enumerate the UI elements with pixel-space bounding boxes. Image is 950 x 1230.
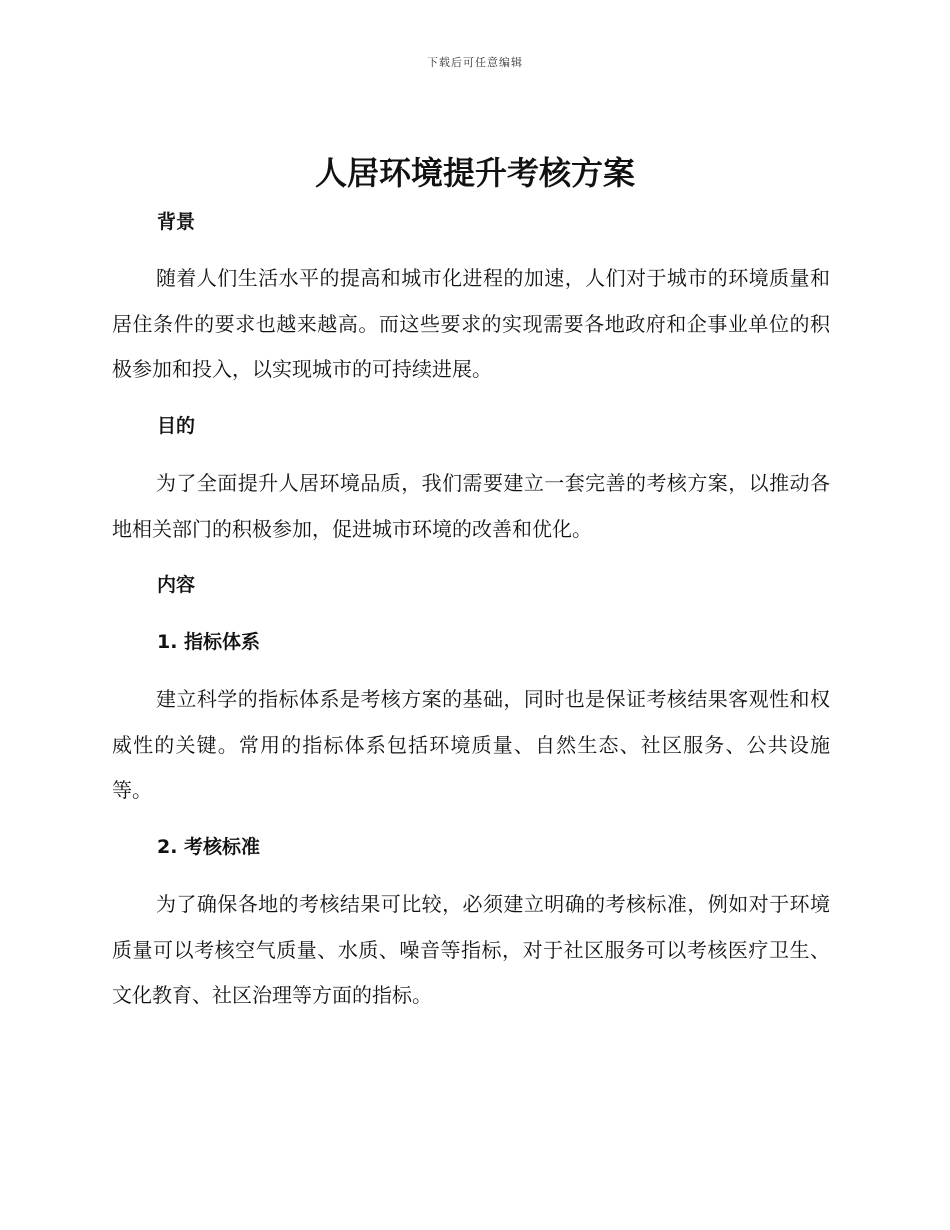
section-heading-background: 背景	[157, 211, 196, 233]
section-heading-purpose: 目的	[157, 415, 196, 437]
section-heading-indicator-system: 1. 指标体系	[157, 631, 261, 653]
document-title: 人居环境提升考核方案	[314, 154, 635, 192]
section-heading-assessment-standard: 2. 考核标准	[157, 836, 261, 858]
section-paragraph-assessment-standard: 为了确保各地的考核结果可比较，必须建立明确的考核标准，例如对于环境质量可以考核空气质量、水质、噪音等指标，对于社区服务可以考核医疗卫生、文化教育、社区治理等方面的指标。	[112, 892, 830, 1007]
section-paragraph-purpose: 为了全面提升人居环境品质，我们需要建立一套完善的考核方案，以推动各地相关部门的积极参加，促进城市环境的改善和优化。	[112, 471, 830, 541]
page-header-note: 下载后可任意编辑	[427, 56, 523, 69]
section-paragraph-indicator-system: 建立科学的指标体系是考核方案的基础，同时也是保证考核结果客观性和权威性的关键。常用的指标体系包括环境质量、自然生态、社区服务、公共设施等。	[112, 687, 830, 802]
section-heading-content: 内容	[157, 574, 196, 596]
section-paragraph-background: 随着人们生活水平的提高和城市化进程的加速，人们对于城市的环境质量和居住条件的要求也越来越高。而这些要求的实现需要各地政府和企事业单位的积极参加和投入，以实现城市的可持续进展。	[112, 266, 830, 381]
